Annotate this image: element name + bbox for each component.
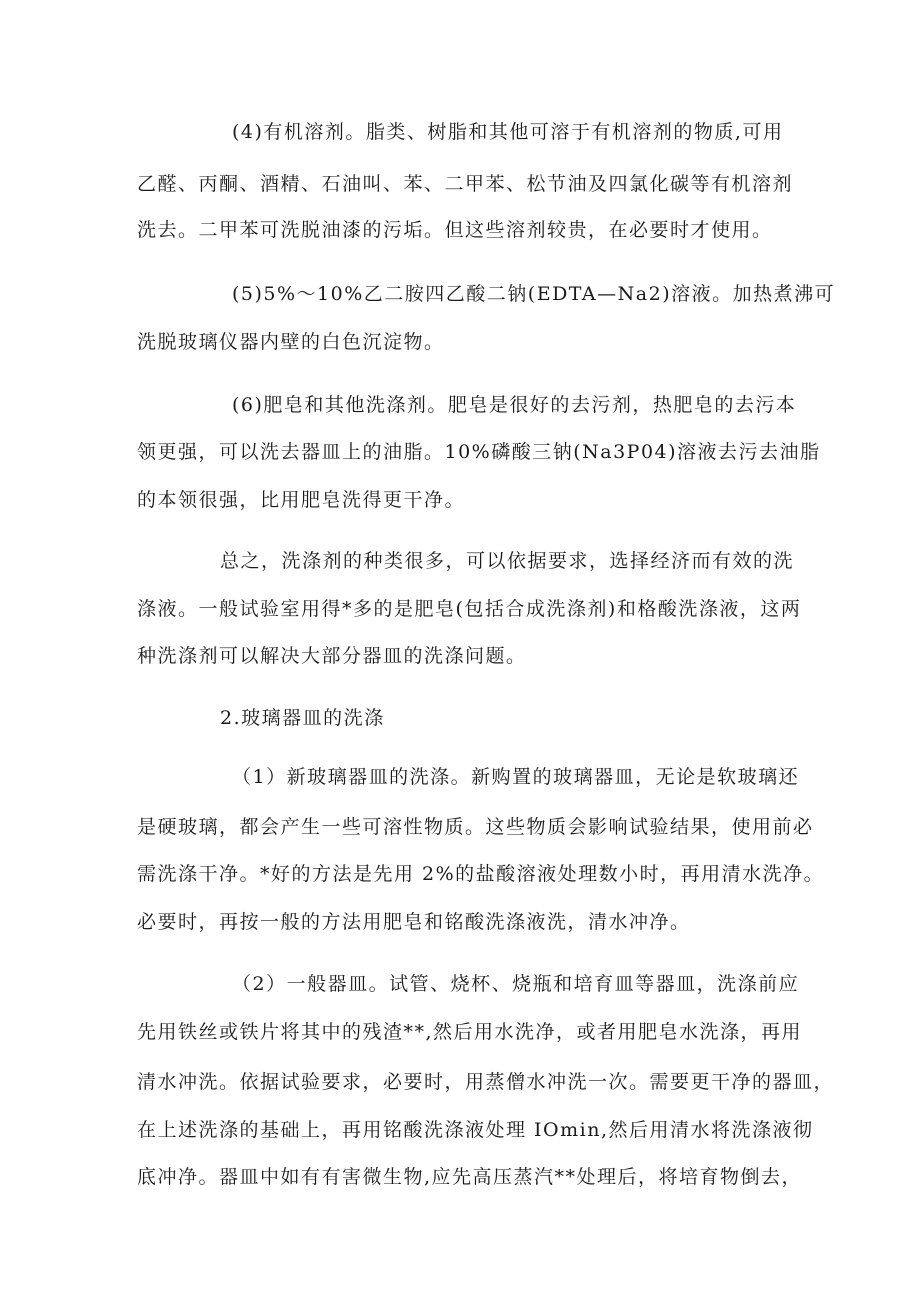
paragraph-summary-line-1: 总之，洗涤剂的种类很多，可以依据要求，选择经济而有效的洗 — [220, 550, 795, 572]
paragraph-edta-line-1: (5)5%～10%乙二胺四乙酸二钠(EDTA—Na2)溶液。加热煮沸可 — [232, 283, 836, 305]
paragraph-summary-line-3: 种洗涤剂可以解决大部分器皿的洗涤问题。 — [137, 645, 527, 667]
paragraph-soap-line-1: (6)肥皂和其他洗涤剂。肥皂是很好的去污剂，热肥皂的去污本 — [232, 394, 797, 416]
paragraph-organic-solvent-line-1: (4)有机溶剂。脂类、树脂和其他可溶于有机溶剂的物质,可用 — [232, 121, 784, 143]
paragraph-soap-line-2: 领更强，可以洗去器皿上的油脂。10%磷酸三钠(Na3P04)溶液去污去油脂 — [137, 441, 821, 463]
paragraph-organic-solvent-line-2: 乙醛、丙酮、酒精、石油叫、苯、二甲苯、松节油及四氯化碳等有机溶剂 — [137, 173, 794, 195]
paragraph-new-glassware-line-4: 必要时，再按一般的方法用肥皂和铭酸洗涤液洗，清水冲净。 — [137, 911, 691, 933]
paragraph-general-glassware-line-4: 在上述洗涤的基础上，再用铭酸洗涤液处理 IOmin,然后用清水将洗涤液彻 — [137, 1119, 814, 1141]
paragraph-general-glassware-line-3: 清水冲洗。依据试验要求，必要时，用蒸僧水冲洗一次。需要更干净的器皿， — [137, 1071, 835, 1093]
paragraph-edta-line-2: 洗脱玻璃仪器内壁的白色沉淀物。 — [137, 331, 445, 353]
paragraph-summary-line-2: 涤液。一般试验室用得*多的是肥皂(包括合成洗涤剂)和格酸洗涤液，这两 — [137, 598, 802, 620]
paragraph-organic-solvent-line-3: 洗去。二甲苯可洗脱油漆的污垢。但这些溶剂较贵，在必要时才使用。 — [137, 219, 773, 241]
paragraph-soap-line-3: 的本领很强，比用肥皂洗得更干净。 — [137, 489, 466, 511]
paragraph-new-glassware-line-2: 是硬玻璃，都会产生一些可溶性物质。这些物质会影响试验结果，使用前必 — [137, 816, 814, 838]
paragraph-new-glassware-line-1: （1）新玻璃器皿的洗涤。新购置的玻璃器皿，无论是软玻璃还 — [232, 766, 800, 788]
section-heading: 2.玻璃器皿的洗涤 — [220, 707, 385, 729]
paragraph-general-glassware-line-1: （2）一般器皿。试管、烧杯、烧瓶和培育皿等器皿，洗涤前应 — [232, 973, 800, 995]
paragraph-new-glassware-line-3: 需洗涤干净。*好的方法是先用 2%的盐酸溶液处理数小时，再用清水洗净。 — [137, 863, 825, 885]
paragraph-general-glassware-line-5: 底冲净。器皿中如有有害微生物,应先高压蒸汽**处理后，将培育物倒去， — [137, 1166, 803, 1188]
paragraph-general-glassware-line-2: 先用铁丝或铁片将其中的残渣**,然后用水洗净，或者用肥皂水洗涤，再用 — [137, 1021, 803, 1043]
